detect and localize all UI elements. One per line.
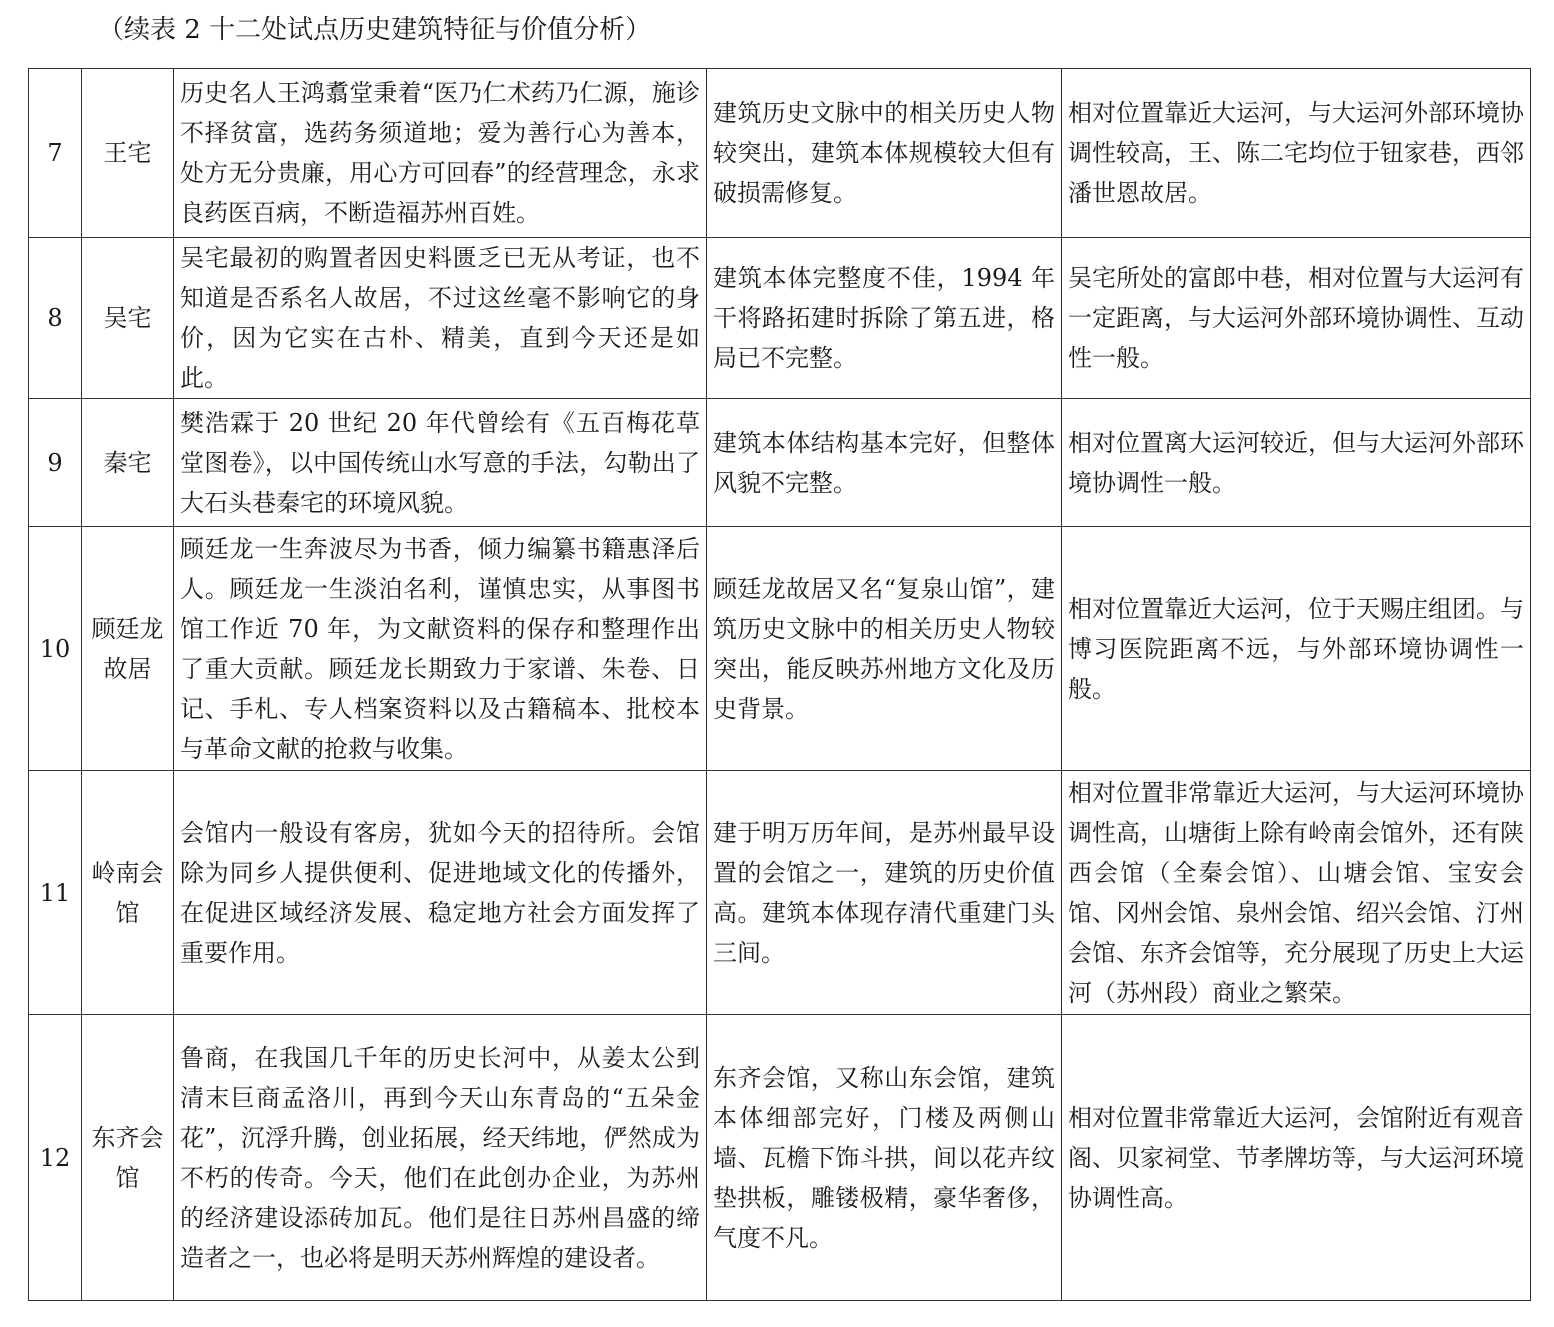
row-number: 10 [29, 527, 82, 771]
historical-description: 顾廷龙一生奔波尽为书香，倾力编纂书籍惠泽后人。顾廷龙一生淡泊名利，谨慎忠实，从事图书馆工作近 70 年，为文献资料的保存和整理作出了重大贡献。顾廷龙长期致力于家谱、朱卷、日记、手札、专人档案资料以及古籍稿本、批校本与革命文献的抢救与收集。 [174, 527, 707, 771]
table-row [29, 771, 1531, 1015]
table-row [29, 69, 1531, 238]
table-row [29, 399, 1531, 527]
environment-analysis: 相对位置靠近大运河，与大运河外部环境协调性较高，王、陈二宅均位于钮家巷，西邻潘世恩故居。 [1062, 69, 1531, 238]
building-features: 建筑本体结构基本完好，但整体风貌不完整。 [707, 399, 1062, 527]
historical-description: 樊浩霖于 20 世纪 20 年代曾绘有《五百梅花草堂图卷》，以中国传统山水写意的手法，勾勒出了大石头巷秦宅的环境风貌。 [174, 399, 707, 527]
building-features: 顾廷龙故居又名“复泉山馆”，建筑历史文脉中的相关历史人物较突出，能反映苏州地方文化及历史背景。 [707, 527, 1062, 771]
table-row [29, 238, 1531, 399]
building-name: 王宅 [82, 69, 174, 238]
building-name: 吴宅 [82, 238, 174, 399]
building-features: 建于明万历年间，是苏州最早设置的会馆之一，建筑的历史价值高。建筑本体现存清代重建门头三间。 [707, 771, 1062, 1015]
row-number: 7 [29, 69, 82, 238]
building-features: 建筑本体完整度不佳，1994 年干将路拓建时拆除了第五进，格局已不完整。 [707, 238, 1062, 399]
building-name: 秦宅 [82, 399, 174, 527]
row-number: 9 [29, 399, 82, 527]
environment-analysis: 相对位置非常靠近大运河，与大运河环境协调性高，山塘街上除有岭南会馆外，还有陕西会馆（全秦会馆）、山塘会馆、宝安会馆、冈州会馆、泉州会馆、绍兴会馆、汀州会馆、东齐会馆等，充分展现了历史上大运河（苏州段）商业之繁荣。 [1062, 771, 1531, 1015]
environment-analysis: 相对位置非常靠近大运河，会馆附近有观音阁、贝家祠堂、节孝牌坊等，与大运河环境协调性高。 [1062, 1015, 1531, 1301]
historical-description: 吴宅最初的购置者因史料匮乏已无从考证，也不知道是否系名人故居，不过这丝毫不影响它的身价，因为它实在古朴、精美，直到今天还是如此。 [174, 238, 707, 399]
row-number: 8 [29, 238, 82, 399]
historical-description: 会馆内一般设有客房，犹如今天的招待所。会馆除为同乡人提供便利、促进地域文化的传播外，在促进区域经济发展、稳定地方社会方面发挥了重要作用。 [174, 771, 707, 1015]
environment-analysis: 相对位置离大运河较近，但与大运河外部环境协调性一般。 [1062, 399, 1531, 527]
table-row [29, 1015, 1531, 1301]
building-features: 东齐会馆，又称山东会馆，建筑本体细部完好，门楼及两侧山墙、瓦檐下饰斗拱，间以花卉纹垫拱板，雕镂极精，豪华奢侈，气度不凡。 [707, 1015, 1062, 1301]
environment-analysis: 吴宅所处的富郎中巷，相对位置与大运河有一定距离，与大运河外部环境协调性、互动性一般。 [1062, 238, 1531, 399]
building-name: 顾廷龙故居 [82, 527, 174, 771]
building-name: 东齐会馆 [82, 1015, 174, 1301]
historical-description: 历史名人王鸿翥堂秉着“医乃仁术药乃仁源，施诊不择贫富，选药务须道地；爱为善行心为善本，处方无分贵廉，用心方可回春”的经营理念，永求良药医百病，不断造福苏州百姓。 [174, 69, 707, 238]
building-features: 建筑历史文脉中的相关历史人物较突出，建筑本体规模较大但有破损需修复。 [707, 69, 1062, 238]
environment-analysis: 相对位置靠近大运河，位于天赐庄组团。与博习医院距离不远，与外部环境协调性一般。 [1062, 527, 1531, 771]
historical-description: 鲁商，在我国几千年的历史长河中，从姜太公到清末巨商孟洛川，再到今天山东青岛的“五朵金花”，沉浮升腾，创业拓展，经天纬地，俨然成为不朽的传奇。今天，他们在此创办企业，为苏州的经济建设添砖加瓦。他们是往日苏州昌盛的缔造者之一，也必将是明天苏州辉煌的建设者。 [174, 1015, 707, 1301]
row-number: 12 [29, 1015, 82, 1301]
building-name: 岭南会馆 [82, 771, 174, 1015]
table-caption: （续表 2 十二处试点历史建筑特征与价值分析） [98, 15, 652, 45]
building-analysis-table [28, 68, 1531, 1301]
table-row [29, 527, 1531, 771]
row-number: 11 [29, 771, 82, 1015]
